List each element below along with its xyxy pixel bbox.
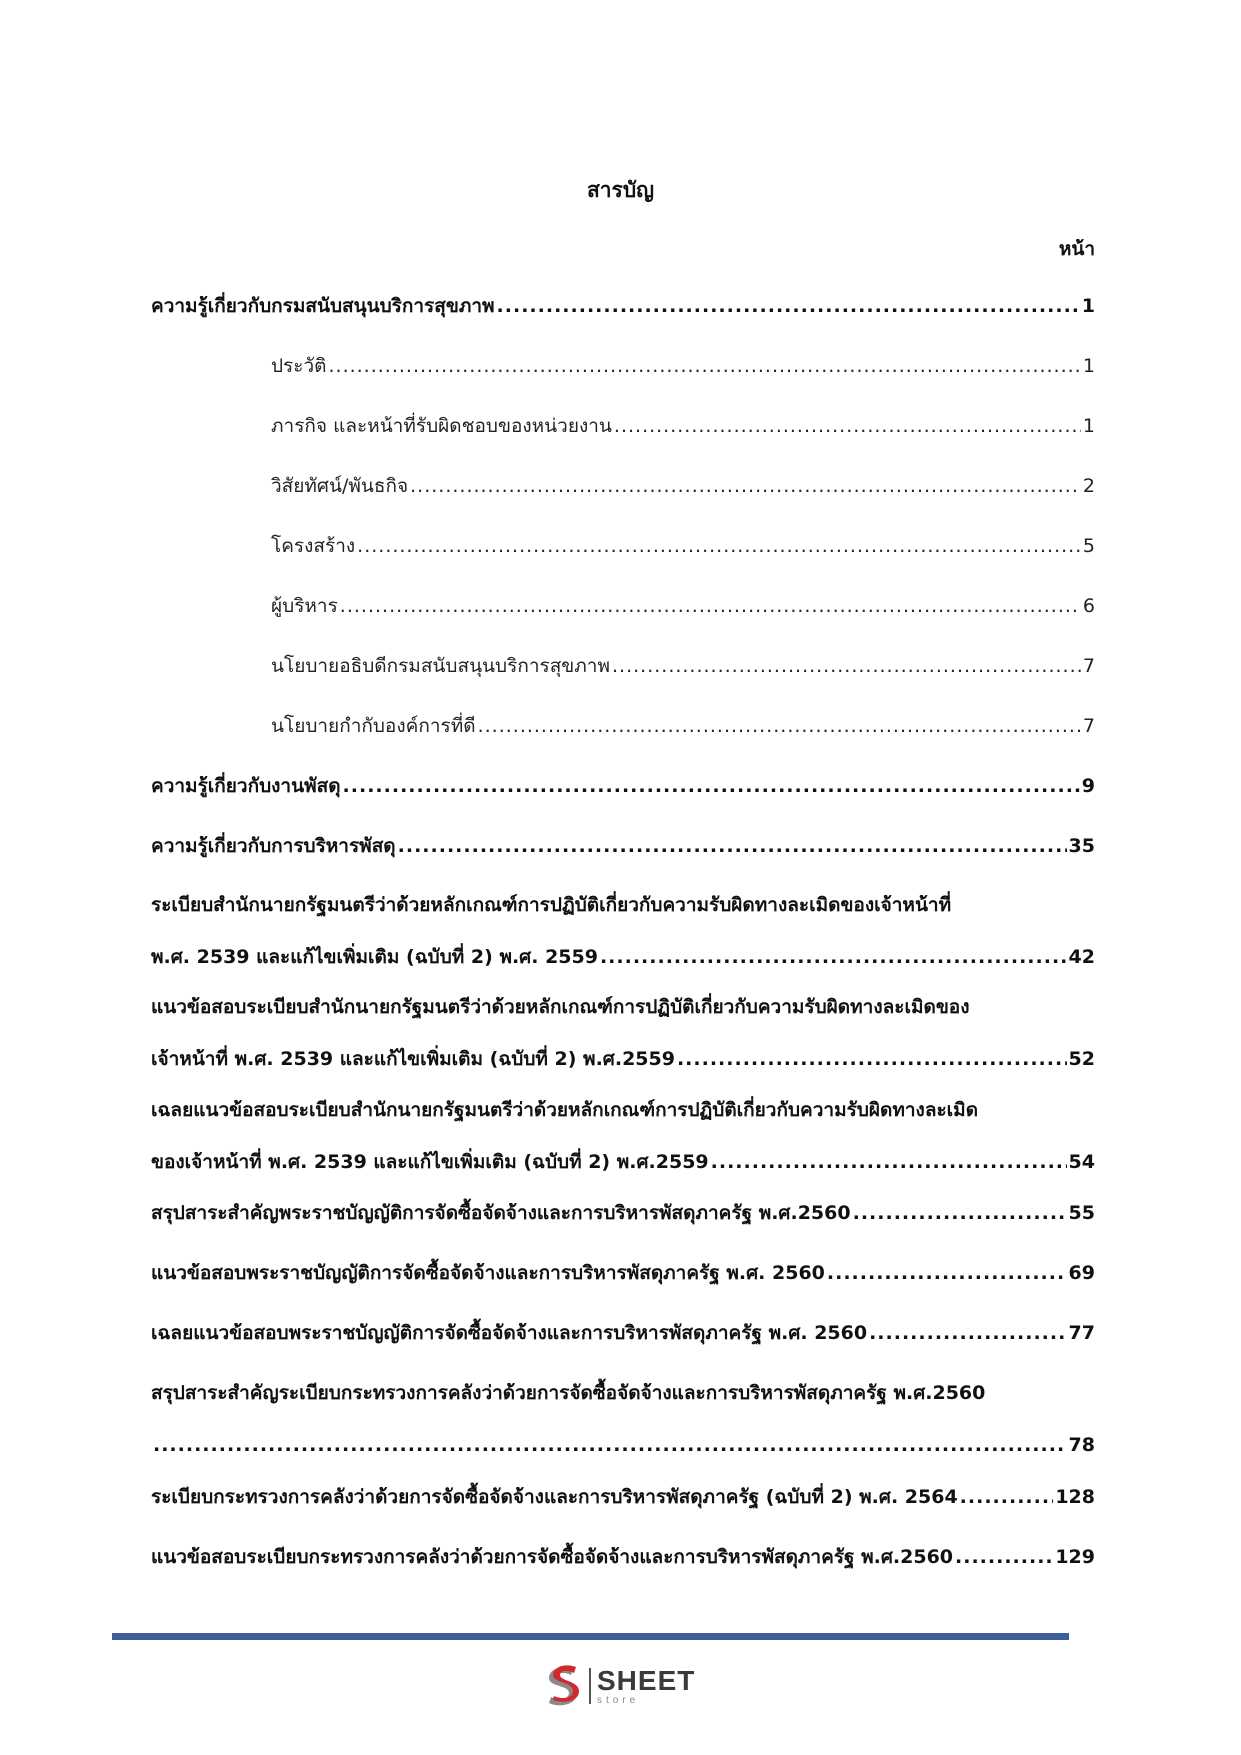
toc-page-number: 42 [1068, 946, 1095, 968]
toc-entry-procurement-act-answers[interactable] [151, 1320, 1095, 1346]
toc-entry-text: เจ้าหน้าที่ พ.ศ. 2539 และแก้ไขเพิ่มเติม (ฉบับที่ 2) พ.ศ.2559 [151, 1048, 675, 1070]
toc-entry-text: ระเบียบกระทรวงการคลังว่าด้วยการจัดซื้อจัดจ้างและการบริหารพัสดุภาครัฐ (ฉบับที่ 2) พ.ศ. 2564 [151, 1486, 958, 1508]
toc-page-number: 129 [1055, 1546, 1095, 1568]
toc-entry-procurement-act-exam[interactable] [151, 1260, 1095, 1286]
dot-leader [478, 713, 1081, 739]
toc-entry-text-line1: สรุปสาระสำคัญระเบียบกระทรวงการคลังว่าด้วยการจัดซื้อจัดจ้างและการบริหารพัสดุภาครัฐ พ.ศ.2560 [151, 1382, 986, 1404]
toc-entry-text: วิสัยทัศน์/พันธกิจ [271, 475, 409, 497]
toc-entry-supplies[interactable] [151, 773, 1095, 799]
toc-entry-supply-management[interactable] [151, 833, 1095, 859]
toc-page-number: 7 [1082, 715, 1095, 737]
toc-entry-text: ของเจ้าหน้าที่ พ.ศ. 2539 และแก้ไขเพิ่มเติม (ฉบับที่ 2) พ.ศ.2559 [151, 1151, 709, 1173]
logo-separator [589, 1668, 591, 1704]
toc-page-number: 54 [1068, 1151, 1095, 1173]
dot-leader [955, 1544, 1053, 1570]
toc-page-number: 128 [1055, 1486, 1095, 1508]
dot-leader [600, 944, 1067, 970]
toc-page-number: 1 [1081, 295, 1095, 317]
toc-page-number: 2 [1082, 475, 1095, 497]
logo-main-text: SHEET [597, 1664, 696, 1696]
toc-entry-vision[interactable] [271, 473, 1095, 499]
toc-page-number: 52 [1068, 1048, 1095, 1070]
toc-page-number: 55 [1068, 1202, 1095, 1224]
toc-entry-text: นโยบายกำกับองค์การที่ดี [271, 715, 476, 737]
toc-entry-text: ความรู้เกี่ยวกับกรมสนับสนุนบริการสุขภาพ [151, 295, 495, 317]
toc-page-number: 78 [1068, 1434, 1095, 1456]
dot-leader [677, 1046, 1067, 1072]
toc-entry-text: แนวข้อสอบพระราชบัญญัติการจัดซื้อจัดจ้างและการบริหารพัสดุภาครัฐ พ.ศ. 2560 [151, 1262, 825, 1284]
toc-entry-mission[interactable] [271, 413, 1095, 439]
logo-sub-text: store [597, 1694, 640, 1706]
toc-entry-text: ความรู้เกี่ยวกับการบริหารพัสดุ [151, 835, 396, 857]
toc-entry-director-policy[interactable] [271, 653, 1095, 679]
toc-page-number: 7 [1082, 655, 1095, 677]
dot-leader [497, 293, 1080, 319]
page-column-label: หน้า [1058, 238, 1095, 260]
dot-leader [960, 1484, 1054, 1510]
footer-divider [112, 1633, 1069, 1640]
dot-leader [614, 413, 1081, 439]
toc-page-number: 9 [1081, 775, 1095, 797]
toc-entry-finance-regulation-summary[interactable] [151, 1380, 1095, 1458]
toc-page-number: 35 [1068, 835, 1095, 857]
toc-page-number: 5 [1082, 535, 1095, 557]
toc-entry-text: โครงสร้าง [271, 535, 356, 557]
toc-entry-text: ผู้บริหาร [271, 595, 338, 617]
toc-entry-text: สรุปสาระสำคัญพระราชบัญญัติการจัดซื้อจัดจ้างและการบริหารพัสดุภาครัฐ พ.ศ.2560 [151, 1202, 851, 1224]
toc-entry-text: เฉลยแนวข้อสอบพระราชบัญญัติการจัดซื้อจัดจ้างและการบริหารพัสดุภาครัฐ พ.ศ. 2560 [151, 1322, 868, 1344]
toc-entry-text-line1: เฉลยแนวข้อสอบระเบียบสำนักนายกรัฐมนตรีว่าด้วยหลักเกณฑ์การปฏิบัติเกี่ยวกับความรับผิดทางละเมิด [151, 1099, 979, 1121]
toc-entry-history[interactable] [271, 353, 1095, 379]
dot-leader [357, 533, 1081, 559]
dot-leader [343, 773, 1080, 799]
toc-entry-text-line1: ระเบียบสำนักนายกรัฐมนตรีว่าด้วยหลักเกณฑ์การปฏิบัติเกี่ยวกับความรับผิดทางละเมิดของเจ้าหน้าที่ [151, 894, 952, 916]
toc-entry-text: ประวัติ [271, 355, 327, 377]
page-title: สารบัญ [586, 178, 655, 202]
toc-page-number: 1 [1082, 355, 1095, 377]
dot-leader [853, 1200, 1067, 1226]
toc-entry-text-line1: แนวข้อสอบระเบียบสำนักนายกรัฐมนตรีว่าด้วยหลักเกณฑ์การปฏิบัติเกี่ยวกับความรับผิดทางละเมิดของ [151, 996, 970, 1018]
toc-entry-dshs[interactable] [151, 293, 1095, 319]
toc-entry-structure[interactable] [271, 533, 1095, 559]
toc-entry-text: แนวข้อสอบระเบียบกระทรวงการคลังว่าด้วยการจัดซื้อจัดจ้างและการบริหารพัสดุภาครัฐ พ.ศ.2560 [151, 1546, 954, 1568]
toc-entry-tort-exam[interactable] [151, 994, 1095, 1072]
dot-leader [398, 833, 1067, 859]
dot-leader [612, 653, 1081, 679]
toc-entry-procurement-act-summary[interactable] [151, 1200, 1095, 1226]
toc-entry-finance-regulation-2564[interactable] [151, 1484, 1095, 1510]
toc-entry-text: นโยบายอธิบดีกรมสนับสนุนบริการสุขภาพ [271, 655, 610, 677]
toc-entry-tort-regulation[interactable] [151, 892, 1095, 970]
toc-entry-tort-exam-answers[interactable] [151, 1097, 1095, 1175]
dot-leader [153, 1432, 1067, 1458]
dot-leader [869, 1320, 1066, 1346]
toc-entry-text: ความรู้เกี่ยวกับงานพัสดุ [151, 775, 341, 797]
sheet-store-s-icon [543, 1663, 583, 1709]
toc-page-number: 77 [1068, 1322, 1095, 1344]
dot-leader [410, 473, 1081, 499]
sheet-store-logo [543, 1663, 695, 1709]
toc-entry-governance-policy[interactable] [271, 713, 1095, 739]
toc-entry-executives[interactable] [271, 593, 1095, 619]
toc-entry-text: ภารกิจ และหน้าที่รับผิดชอบของหน่วยงาน [271, 415, 612, 437]
toc-page-number: 69 [1068, 1262, 1095, 1284]
toc-entry-finance-regulation-exam[interactable] [151, 1544, 1095, 1570]
toc-page-number: 1 [1082, 415, 1095, 437]
toc-entry-text: พ.ศ. 2539 และแก้ไขเพิ่มเติม (ฉบับที่ 2) พ.ศ. 2559 [151, 946, 598, 968]
dot-leader [328, 353, 1080, 379]
dot-leader [711, 1149, 1067, 1175]
dot-leader [827, 1260, 1067, 1286]
dot-leader [340, 593, 1081, 619]
toc-page-number: 6 [1082, 595, 1095, 617]
